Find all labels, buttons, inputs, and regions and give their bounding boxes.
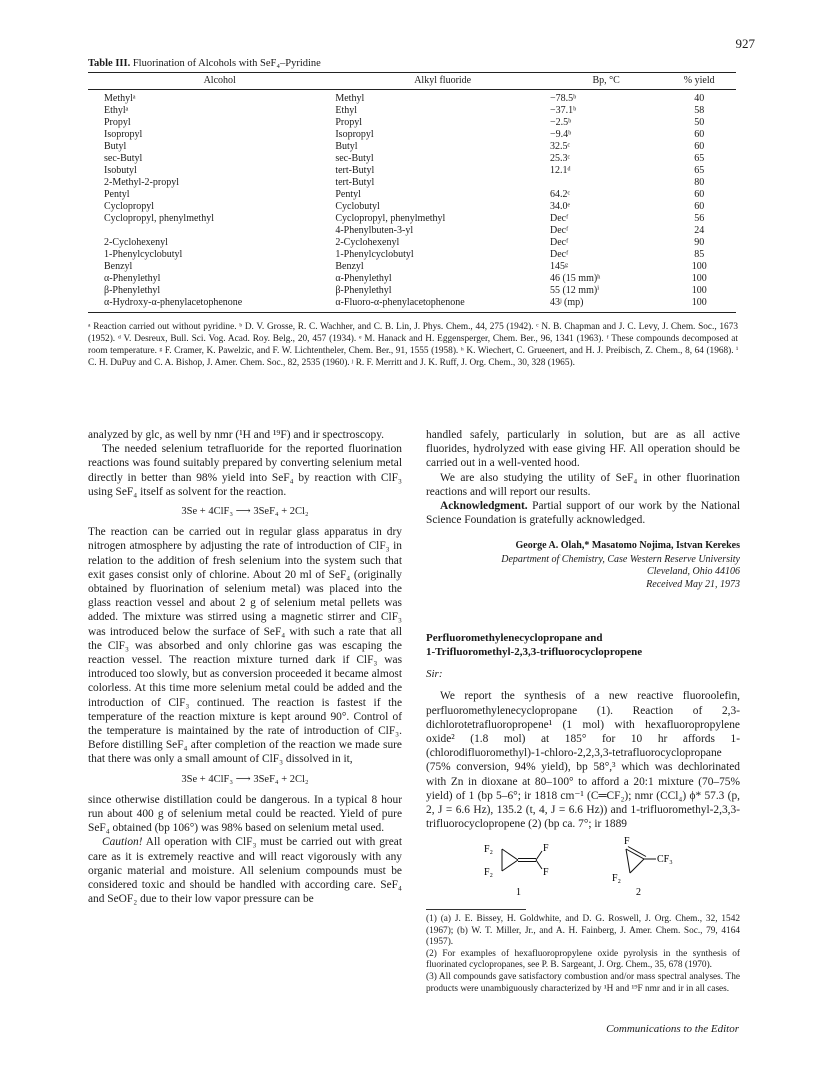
s2-atom-cf3: CF₃	[657, 854, 673, 866]
table-row	[88, 177, 736, 189]
right-paragraph-3: We report the synthesis of a new reactive fluoroolefin, perfluoromethylenecyclopropane (1). Reaction of 2,3-dichlorotetrafluoropropene¹ (1 mol) with hexafluoropropylene oxide² (1.8 mol) at 185° for 10 hr affords 1-(chlorodifluoromethyl)-1-chloro-2,2,3,3-tetrafluorocyclopropane (75% conversion, 94% yield), bp 58°,³ which was dechlorinated with Zn in dioxane at 80–100° to afford a 20:1 mixture (70–75% yield) of 1 (bp 5–6°; ir 1818 cm⁻¹ (C═CF₂); nmr (CCl₄) ϕ* 57.3 (p, 2, J = 6.6 Hz), 135.2 (t, 4, J = 6.6 Hz)) and 1-trifluoromethyl-2,3,3-trifluorocyclopropene (2) (bp ca. 7°; ir 1889	[426, 690, 740, 831]
caution-text: All operation with ClF₃ must be carried out with great care as it is extremely reactive and will react vigorously with any organic material and moisture. All selenium compounds must be considered toxic and should be handled with according care. SeF₄ and SeOF₂ due to their low vapor pressure can be	[88, 836, 402, 906]
authors: George A. Olah,* Masatomo Nojima, Istvan Kerekes	[515, 540, 740, 552]
table-footnotes: ᵃ Reaction carried out without pyridine. ᵇ D. V. Grosse, R. C. Wachher, and C. B. Lin, J. Phys. Chem., 44, 275 (1942). ᶜ N. B. Chapman and J. C. Levy, J. Chem. Soc., 1673 (1952). ᵈ V. Desreux, Bull. Sci. Vog. Acad. Roy. Belg., 20, 457 (1934). ᵉ M. Hanack and H. Eggensperger, Chem. Ber., 96, 1341 (1963). ᶠ These compounds decomposed at room temperature. ᵍ F. Cramer, K. Pawelzic, and F. W. Lichtentheler, Chem. Ber., 91, 1555 (1958). ʰ K. Wiechert, C. Grueenert, and H. J. Preibisch, Z. Chem., 8, 64 (1968). ⁱ C. H. DuPuy and C. A. Bishop, J. Amer. Chem. Soc., 82, 2535 (1960). ʲ R. F. Merritt and J. K. Ruff, J. Org. Chem., 30, 328 (1965).	[88, 322, 738, 368]
table-title: Fluorination of Alcohols with SeF₄–Pyridine	[132, 58, 321, 69]
cell-bp: Decᶠ	[549, 225, 569, 236]
reference-1: (1) (a) J. E. Bissey, H. Goldwhite, and D. G. Roswell, J. Org. Chem., 32, 1542 (1967); (b) W. T. Miller, Jr., and A. H. Fainberg, J. Amer. Chem. Soc., 79, 4164 (1957).	[426, 914, 740, 947]
cell-bp: 34.0ᵉ	[549, 201, 571, 212]
s1-atom-f2-bottom: F₂	[484, 867, 494, 879]
left-paragraph-2: The needed selenium tetrafluoride for the reported fluorination reactions was found suitably prepared by converting selenium metal directly in better than 98% yield into SeF₄ by reaction with ClF₃ using SeF₄ itself as solvent for the reaction.	[88, 443, 402, 498]
left-paragraph-5	[88, 835, 402, 906]
equation-2: 3Se + 4ClF₃ ⟶ 3SeF₄ + 2Cl₂	[181, 773, 309, 785]
cell-bp: −78.5ᵇ	[549, 93, 577, 104]
acknowledgment	[426, 499, 740, 527]
cell-bp: −2.5ᵇ	[549, 117, 572, 128]
cell-yield: 100	[691, 273, 707, 284]
s2-atom-f: F	[624, 837, 630, 848]
cell-alcohol: 2-Cyclohexenyl	[104, 237, 168, 248]
footer: Communications to the Editor	[606, 1023, 739, 1035]
cell-alcohol: Cyclopropyl, phenylmethyl	[104, 213, 214, 224]
cell-alcohol: Isopropyl	[104, 129, 143, 140]
cell-yield: 90	[694, 237, 705, 248]
acknowledgment-text: Partial support of our work by the National Science Foundation is gratefully acknowledged.	[426, 500, 740, 527]
cell-alcohol: Benzyl	[104, 261, 133, 272]
caution-label: Caution!	[102, 836, 143, 849]
table-row	[88, 105, 736, 117]
cell-yield: 58	[694, 105, 705, 116]
cell-yield: 60	[694, 189, 705, 200]
cell-bp: Decᶠ	[549, 237, 569, 248]
cell-yield: 40	[694, 93, 705, 104]
cell-yield: 60	[694, 129, 705, 140]
table-row	[88, 225, 736, 237]
salutation: Sir:	[426, 668, 443, 681]
right-paragraph-2: We are also studying the utility of SeF₄ in other fluorination reactions and will report our results.	[426, 471, 740, 498]
cell-bp: Decᶠ	[549, 249, 569, 260]
s1-atom-f-bottom: F	[543, 867, 549, 879]
cell-alkyl-fluoride: tert-Butyl	[335, 165, 375, 176]
cell-alkyl-fluoride: sec-Butyl	[335, 153, 374, 164]
cell-bp: Decᶠ	[549, 213, 569, 224]
equation-1: 3Se + 4ClF₃ ⟶ 3SeF₄ + 2Cl₂	[181, 506, 309, 518]
cell-alcohol: α-Hydroxy-α-phenylacetophenone	[88, 297, 335, 313]
header-yield: % yield	[662, 73, 736, 90]
table-row	[88, 297, 736, 313]
structure-1	[484, 843, 549, 898]
cell-bp: 32.5ᶜ	[549, 141, 571, 152]
cell-alkyl-fluoride: Isopropyl	[335, 129, 374, 140]
cell-yield: 65	[694, 153, 705, 164]
references	[426, 914, 740, 994]
cell-alkyl-fluoride: 4-Phenylbuten-3-yl	[335, 225, 414, 236]
table-caption	[88, 58, 321, 69]
cell-bp	[550, 177, 662, 189]
cell-alkyl-fluoride: Methyl	[335, 93, 365, 104]
table-row	[88, 237, 736, 249]
cell-alkyl-fluoride: Ethyl	[335, 105, 358, 116]
cell-alcohol: 1-Phenylcyclobutyl	[104, 249, 183, 260]
cell-alkyl-fluoride: tert-Butyl	[335, 177, 375, 188]
table-row	[88, 201, 736, 213]
footnote-rule	[426, 909, 526, 910]
structure-1-label: 1	[516, 887, 521, 899]
cell-yield: 85	[694, 249, 705, 260]
cell-alcohol: α-Phenylethyl	[104, 273, 161, 284]
table-row	[88, 117, 736, 129]
cell-alkyl-fluoride: 2-Cyclohexenyl	[335, 237, 400, 248]
cell-yield: 24	[694, 225, 705, 236]
page-number: 927	[735, 36, 755, 51]
table-label: Table III.	[88, 58, 131, 69]
department: Department of Chemistry, Case Western Reserve University	[501, 553, 740, 565]
cell-alkyl-fluoride: Pentyl	[335, 189, 361, 200]
right-column	[426, 428, 740, 996]
fluorination-table	[88, 72, 736, 313]
table-row	[88, 273, 736, 285]
table-header-row	[88, 73, 736, 90]
cell-alcohol: Ethylᵃ	[104, 105, 129, 116]
cell-alcohol: Pentyl	[104, 189, 130, 200]
cell-bp: 12.1ᵈ	[549, 165, 571, 176]
reference-3: (3) All compounds gave satisfactory combustion and/or mass spectral analyses. The products were unambiguously characterized by ¹H and ¹⁹F nmr and ir in all cases.	[426, 972, 740, 994]
table-row	[88, 213, 736, 225]
cell-alcohol: Cyclopropyl	[104, 201, 154, 212]
cell-yield: 100	[691, 261, 707, 272]
structure-2-label: 2	[636, 887, 641, 899]
article-title-line-2: 1-Trifluoromethyl-2,3,3-trifluorocyclopropene	[426, 646, 643, 659]
cell-alcohol: Butyl	[104, 141, 127, 152]
cell-alkyl-fluoride: α-Phenylethyl	[335, 273, 392, 284]
cell-yield: 65	[694, 165, 705, 176]
cell-yield: 50	[694, 117, 705, 128]
table-row	[88, 165, 736, 177]
s1-atom-f2-top: F₂	[484, 844, 494, 856]
cell-yield: 60	[694, 141, 705, 152]
cell-bp: 25.3ᶜ	[549, 153, 571, 164]
table-row	[88, 153, 736, 165]
cell-alcohol: Propyl	[104, 117, 131, 128]
header-alkyl-fluoride: Alkyl fluoride	[335, 73, 550, 90]
header-bp: Bp, °C	[550, 73, 662, 90]
cell-bp: 46 (15 mm)ʰ	[549, 273, 601, 284]
cell-alkyl-fluoride: β-Phenylethyl	[335, 285, 392, 296]
right-paragraph-1: handled safely, particularly in solution, but are as all active fluorides, hydrolyzed with ease giving HF. All operation should be carried out in a well-vented hood.	[426, 429, 740, 470]
city: Cleveland, Ohio 44106	[646, 566, 740, 578]
cell-alcohol: sec-Butyl	[104, 153, 143, 164]
chemical-structures	[426, 837, 740, 899]
article-title-line-1: Perfluoromethylenecyclopropane and	[426, 632, 603, 645]
cell-bp: 145ᵍ	[549, 261, 568, 272]
left-paragraph-3: The reaction can be carried out in regular glass apparatus in dry nitrogen atmosphere by adjusting the rate of introduction of ClF₃ in relation to the addition of fresh selenium into the system such that exit gases consist only of chlorine. About 20 ml of SeF₄ (originally obtained by fluorination of selenium metal) was placed into the glass reaction vessel and about 2 g of selenium metal pellets was added. The mixture was stirred using a magnetic stirrer and ClF₃ was introduced below the surface of SeF₄ with such a rate that all the ClF₃ was absorbed and only chlorine gas was escaping the reaction vessel. The reaction mixture turned dark if ClF₃ was introduced too slowly, but as conversion proceeded it became almost colorless. At this time more selenium metal could be added and the introduction of ClF₃ continued. The reaction is fastest if the temperature of the reaction mixture is kept around 90°. Control of the temperature is maintained by the rate of introduction of ClF₃. Before distilling SeF₄ after completion of the reaction we made sure that there was only a small amount of ClF₃ dissolved in it,	[88, 526, 402, 766]
cell-alkyl-fluoride: Cyclobutyl	[335, 201, 380, 212]
structures-svg	[426, 837, 740, 899]
table-row	[88, 141, 736, 153]
left-column	[88, 428, 402, 907]
acknowledgment-label: Acknowledgment.	[440, 500, 528, 513]
cell-alcohol	[88, 225, 335, 237]
cell-bp: 64.2ᶜ	[549, 189, 571, 200]
cell-alcohol: β-Phenylethyl	[104, 285, 161, 296]
cell-alkyl-fluoride: 1-Phenylcyclobutyl	[335, 249, 414, 260]
header-alcohol: Alcohol	[88, 73, 335, 90]
cell-alkyl-fluoride: Benzyl	[335, 261, 364, 272]
table-row	[88, 189, 736, 201]
cell-alcohol: Isobutyl	[104, 165, 137, 176]
left-paragraph-4: since otherwise distillation could be dangerous. In a typical 8 hour run about 400 g of selenium metal could be reacted. Yield of pure SeF₄ obtained (bp 106°) was 98% based on selenium metal used.	[88, 793, 402, 835]
cell-alcohol: Methylᵃ	[104, 93, 136, 104]
cell-alkyl-fluoride: Propyl	[335, 117, 363, 128]
table-row	[88, 285, 736, 297]
left-paragraph-1: analyzed by glc, as well by nmr (¹H and ¹⁹F) and ir spectroscopy.	[88, 429, 385, 441]
cell-alkyl-fluoride: Cyclopropyl, phenylmethyl	[335, 213, 446, 224]
article-title	[426, 631, 740, 659]
table-body	[88, 90, 736, 313]
cell-yield: 80	[694, 177, 705, 188]
cell-bp: 43ʲ (mp)	[550, 297, 662, 313]
cell-yield: 100	[662, 297, 736, 313]
cell-bp: 55 (12 mm)ⁱ	[549, 285, 600, 296]
reference-2: (2) For examples of hexafluoropropylene oxide pyrolysis in the synthesis of fluorinated cyclopropanes, see P. B. Sargeant, J. Org. Chem., 35, 678 (1970).	[426, 948, 740, 971]
received-date: Received May 21, 1973	[646, 578, 740, 590]
cell-yield: 100	[691, 285, 707, 296]
cell-alkyl-fluoride: Butyl	[335, 141, 358, 152]
table-row	[88, 261, 736, 273]
cell-alcohol: 2-Methyl-2-propyl	[104, 177, 179, 188]
structure-2	[612, 837, 673, 898]
table-row	[88, 129, 736, 141]
table-row	[88, 249, 736, 261]
table-row	[88, 90, 736, 106]
cell-bp: −9.4ᵇ	[549, 129, 572, 140]
cell-yield: 60	[694, 201, 705, 212]
cell-yield: 56	[694, 213, 705, 224]
s2-atom-f2: F₂	[612, 873, 622, 885]
s1-atom-f-top: F	[543, 843, 549, 855]
cell-bp: −37.1ᵇ	[549, 105, 577, 116]
cell-alkyl-fluoride: α-Fluoro-α-phenylacetophenone	[335, 297, 550, 313]
